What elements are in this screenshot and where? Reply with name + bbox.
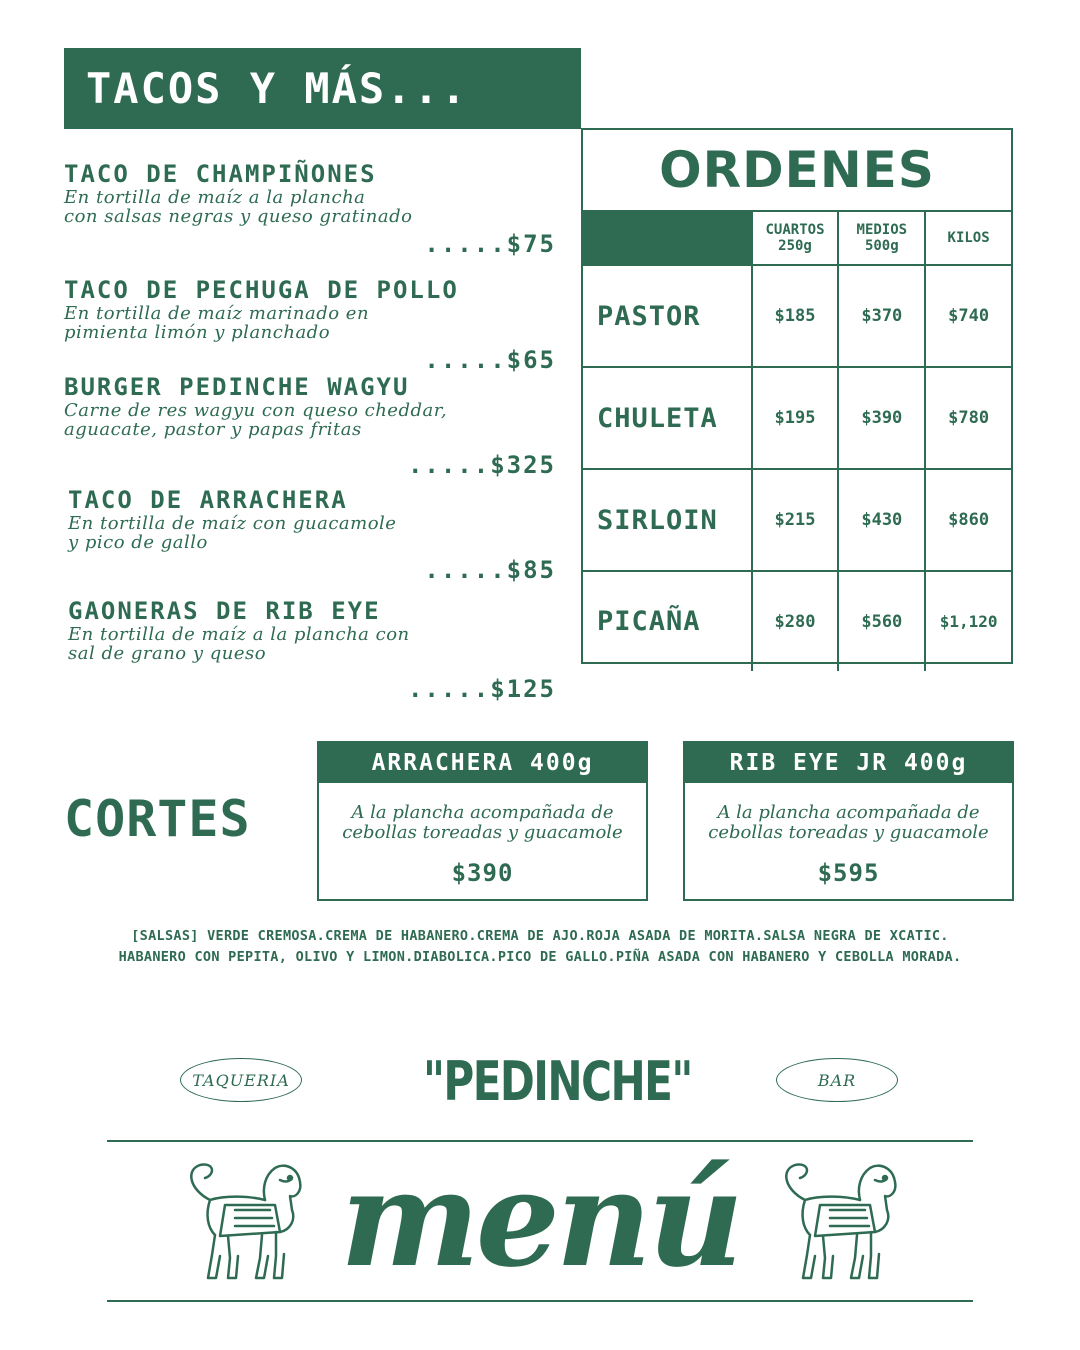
row-name: SIRLOIN: [597, 504, 718, 536]
item-desc-line1: En tortilla de maíz con guacamole: [68, 513, 397, 534]
corte-name: RIB EYE JR 400g: [685, 743, 1012, 783]
dog-icon: [775, 1160, 900, 1285]
corte-price: $390: [451, 859, 514, 887]
price-cell: $1,120: [924, 572, 1011, 671]
item-desc-line1: En tortilla de maíz marinado en: [64, 303, 370, 324]
item-price: .....$325: [407, 451, 556, 479]
bar-oval: BAR: [776, 1058, 898, 1102]
row-name: PICAÑA: [597, 606, 701, 637]
section-title-tacos: TACOS Y MÁS...: [64, 48, 581, 129]
price-cell: $280: [751, 572, 838, 671]
item-price: .....$85: [424, 556, 556, 584]
item-price: .....$65: [424, 346, 556, 374]
menu-wordmark: menú: [340, 1142, 740, 1297]
price-cell: $195: [751, 368, 838, 468]
item-name: BURGER PEDINCHE WAGYU: [64, 373, 410, 401]
salsas-list: [40, 926, 1040, 968]
ordenes-table: [581, 128, 1013, 664]
item-name: GAONERAS DE RIB EYE: [68, 597, 381, 625]
menu-item: [68, 486, 556, 584]
menu-item: [64, 160, 556, 258]
table-row: [583, 266, 1011, 368]
menu-item: [68, 597, 556, 703]
item-desc-line2: sal de grano y queso: [68, 643, 267, 664]
price-cell: $740: [924, 266, 1011, 366]
price-cell: $390: [837, 368, 924, 468]
corte-name: ARRACHERA 400g: [319, 743, 646, 783]
corte-card: [317, 741, 648, 901]
item-desc-line1: Carne de res wagyu con queso cheddar,: [64, 400, 448, 421]
taqueria-oval: TAQUERIA: [180, 1058, 302, 1102]
salsas-line1: [SALSAS] VERDE CREMOSA.CREMA DE HABANERO.CREMA DE AJO.ROJA ASADA DE MORITA.SALSA NEGRA DE XCATIC.: [131, 928, 949, 944]
item-desc-line2: y pico de gallo: [68, 532, 208, 553]
menu-item: [64, 276, 556, 374]
column-header-medios: MEDIOS 500g: [837, 212, 924, 264]
brand-logo: "PEDINCHE": [423, 1050, 692, 1113]
item-price: .....$75: [424, 230, 556, 258]
corte-price: $595: [817, 859, 880, 887]
table-row: [583, 572, 1011, 671]
row-name: PASTOR: [597, 300, 701, 332]
corte-card: [683, 741, 1014, 901]
price-cell: $430: [837, 470, 924, 570]
price-cell: $560: [837, 572, 924, 671]
item-name: TACO DE CHAMPIÑONES: [64, 160, 377, 188]
table-row: [583, 470, 1011, 572]
corte-desc-line2: cebollas toreadas y guacamole: [342, 822, 623, 843]
table-row: [583, 368, 1011, 470]
dog-icon: [180, 1160, 305, 1285]
price-cell: $370: [837, 266, 924, 366]
corte-desc-line1: A la plancha acompañada de: [351, 802, 614, 823]
item-desc-line2: aguacate, pastor y papas fritas: [64, 419, 362, 440]
corte-desc-line2: cebollas toreadas y guacamole: [708, 822, 989, 843]
item-desc-line2: pimienta limón y planchado: [64, 322, 331, 343]
item-name: TACO DE ARRACHERA: [68, 486, 348, 514]
section-title-cortes: CORTES: [64, 790, 251, 848]
header-blank-cell: [583, 212, 751, 264]
ordenes-header-row: [583, 212, 1011, 266]
row-name: CHULETA: [597, 402, 718, 434]
corte-desc-line1: A la plancha acompañada de: [717, 802, 980, 823]
menu-item: [64, 373, 556, 479]
price-cell: $860: [924, 470, 1011, 570]
item-desc-line1: En tortilla de maíz a la plancha con: [68, 624, 410, 645]
item-price: .....$125: [407, 675, 556, 703]
column-header-cuartos: CUARTOS 250g: [751, 212, 838, 264]
price-cell: $185: [751, 266, 838, 366]
divider-bottom: [107, 1300, 973, 1302]
ordenes-title: ORDENES: [583, 130, 1011, 212]
item-desc-line1: En tortilla de maíz a la plancha: [64, 187, 366, 208]
column-header-kilos: KILOS: [924, 212, 1011, 264]
salsas-line2: HABANERO CON PEPITA, OLIVO Y LIMON.DIABOLICA.PICO DE GALLO.PIÑA ASADA CON HABANERO Y CEBOLLA MORADA.: [118, 949, 962, 965]
price-cell: $215: [751, 470, 838, 570]
item-desc-line2: con salsas negras y queso gratinado: [64, 206, 413, 227]
price-cell: $780: [924, 368, 1011, 468]
item-name: TACO DE PECHUGA DE POLLO: [64, 276, 459, 304]
